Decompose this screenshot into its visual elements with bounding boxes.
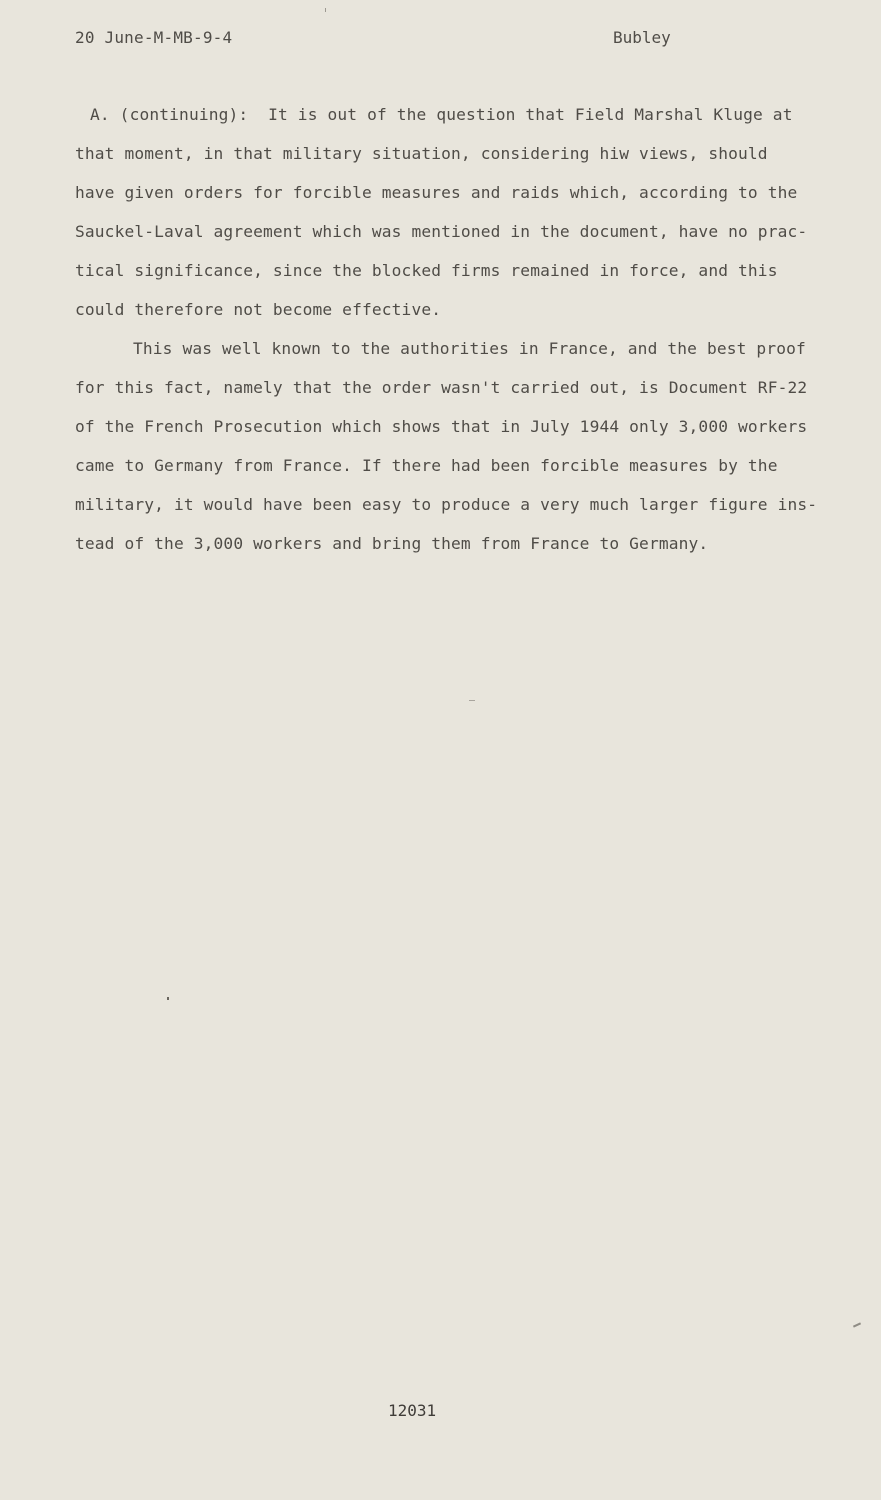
paper-speck	[853, 1322, 861, 1327]
text-line: for this fact, namely that the order wasn't carried out, is Document RF-22	[75, 378, 808, 397]
text-line: that moment, in that military situation, considering hiw views, should	[75, 144, 768, 163]
text-line: have given orders for forcible measures and raids which, according to the	[75, 183, 798, 202]
text-line: tical significance, since the blocked firms remained in force, and this	[75, 261, 778, 280]
text-line: A. (continuing): It is out of the question that Field Marshal Kluge at	[90, 105, 793, 124]
text-line: Sauckel-Laval agreement which was mentioned in the document, have no prac-	[75, 222, 808, 241]
paper-speck	[325, 8, 326, 12]
document-reference: 20 June-M-MB-9-4	[75, 28, 233, 47]
paper-speck	[167, 997, 169, 1000]
page-number: 12031	[388, 1401, 437, 1420]
text-line: tead of the 3,000 workers and bring them from France to Germany.	[75, 534, 709, 553]
text-line: came to Germany from France. If there had been forcible measures by the	[75, 456, 778, 475]
paper-speck	[469, 700, 475, 701]
text-line: military, it would have been easy to produce a very much larger figure ins-	[75, 495, 818, 514]
testimony-text	[75, 102, 818, 570]
text-line: could therefore not become effective.	[75, 300, 442, 319]
text-line: of the French Prosecution which shows that in July 1944 only 3,000 workers	[75, 417, 808, 436]
text-line: This was well known to the authorities in France, and the best proof	[133, 339, 806, 358]
author-name: Bubley	[613, 28, 671, 47]
